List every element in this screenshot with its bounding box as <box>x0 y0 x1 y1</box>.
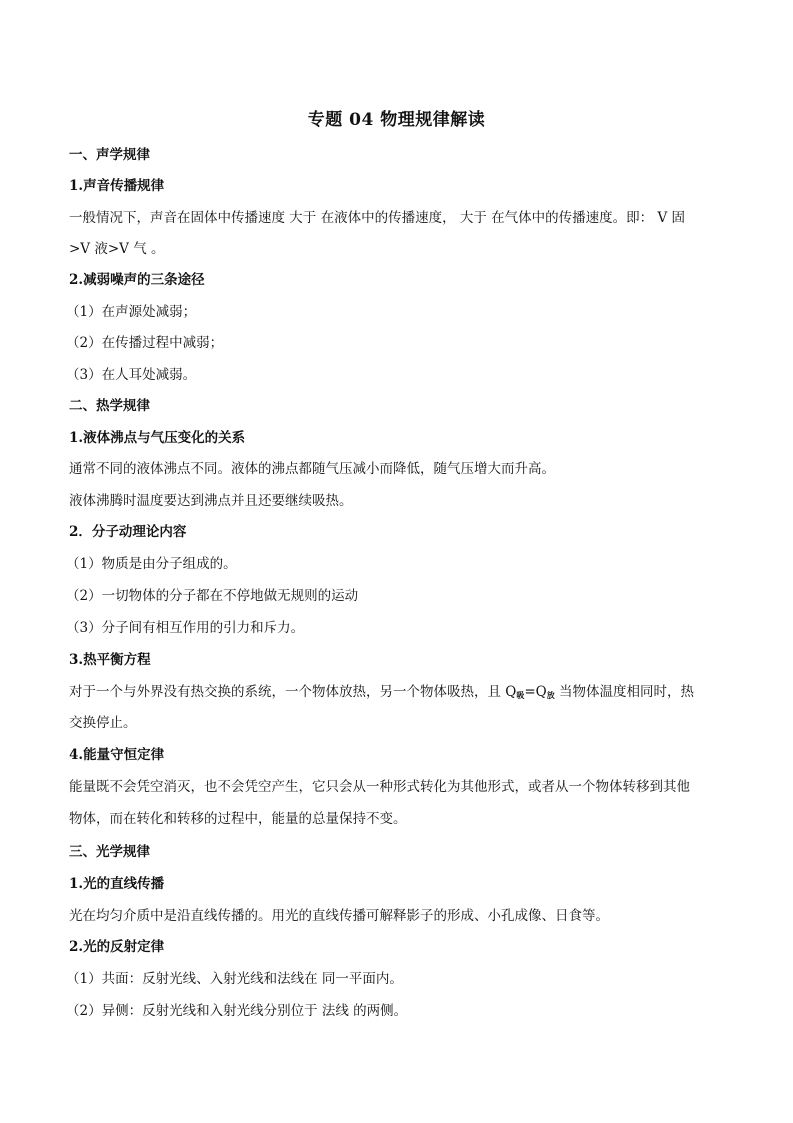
paragraph-line: >V 液>V 气 。 <box>69 241 165 257</box>
subheading-reflection-law: 2.光的反射定律 <box>69 939 165 955</box>
paragraph-line: 光在均匀介质中是沿直线传播的。用光的直线传播可解释影子的形成、小孔成像、日食等。 <box>69 908 609 924</box>
subheading-noise-reduction: 2.减弱噪声的三条途径 <box>69 272 205 288</box>
list-item: （3）分子间有相互作用的引力和斥力。 <box>66 620 305 636</box>
list-item: （1）物质是由分子组成的。 <box>66 556 237 572</box>
subscript-absorb: 吸 <box>516 690 525 700</box>
list-item: （1）在声源处减弱； <box>66 304 197 320</box>
text-segment: 当物体温度相同时，热 <box>554 684 695 700</box>
paragraph-line: 通常不同的液体沸点不同。液体的沸点都随气压减小而降低，随气压增大而升高。 <box>69 461 555 477</box>
list-item: （3）在人耳处减弱。 <box>66 367 197 383</box>
subheading-molecular-theory: 2．分子动理论内容 <box>69 524 187 540</box>
subheading-sound-propagation: 1.声音传播规律 <box>69 178 165 194</box>
paragraph-line: 物体，而在转化和转移的过程中，能量的总量保持不变。 <box>69 811 407 827</box>
list-item: （2）一切物体的分子都在不停地做无规则的运动 <box>66 588 359 604</box>
paragraph-line: 一般情况下，声音在固体中传播速度 大于 在液体中的传播速度， 大于 在气体中的传播速度。即： V 固 <box>69 210 685 226</box>
subheading-heat-balance: 3.热平衡方程 <box>69 652 151 668</box>
list-item: （2）异侧：反射光线和入射光线分别位于 法线 的两侧。 <box>66 1003 408 1019</box>
section-heading-thermal: 二、热学规律 <box>69 398 150 414</box>
list-item: （1）共面：反射光线、入射光线和法线在 同一平面内。 <box>66 971 403 987</box>
paragraph-line: 液体沸腾时温度要达到沸点并且还要继续吸热。 <box>69 493 353 509</box>
text-segment: =Q <box>524 684 547 700</box>
subheading-energy-conservation: 4.能量守恒定律 <box>69 747 165 763</box>
list-item: （2）在传播过程中减弱； <box>66 335 224 351</box>
subscript-release: 放 <box>546 690 555 700</box>
subheading-rectilinear-propagation: 1.光的直线传播 <box>69 876 165 892</box>
subheading-boiling-point: 1.液体沸点与气压变化的关系 <box>69 430 246 446</box>
paragraph-line-heat-balance <box>69 682 729 705</box>
text-segment: 对于一个与外界没有热交换的系统，一个物体放热，另一个物体吸热，且 Q <box>69 684 517 700</box>
paragraph-line: 能量既不会凭空消灭，也不会凭空产生，它只会从一种形式转化为其他形式，或者从一个物体转移到其他 <box>69 779 690 795</box>
paragraph-line: 交换停止。 <box>69 715 137 731</box>
section-heading-optics: 三、光学规律 <box>69 844 150 860</box>
document-title: 专题 04 物理规律解读 <box>307 110 486 130</box>
section-heading-acoustics: 一、声学规律 <box>69 147 150 163</box>
